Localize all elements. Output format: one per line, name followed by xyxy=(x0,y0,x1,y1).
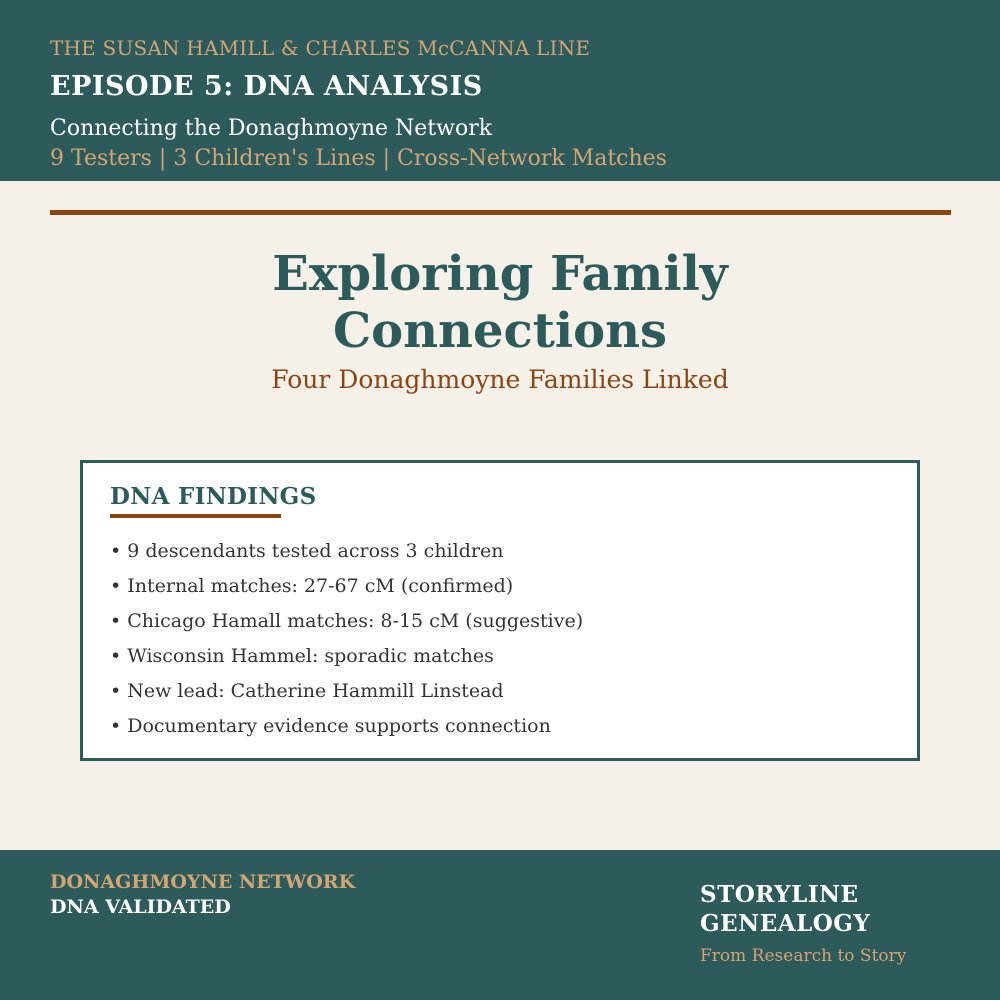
header-banner xyxy=(0,0,1000,181)
dna-findings-box xyxy=(80,460,920,761)
divider-rule xyxy=(50,210,951,215)
episode-subtitle: Connecting the Donaghmoyne Network xyxy=(50,116,493,141)
main-subtitle: Four Donaghmoyne Families Linked xyxy=(271,365,729,394)
brand-name-line2: GENEALOGY xyxy=(700,910,871,937)
brand-name-line1: STORYLINE xyxy=(700,881,859,908)
main-title xyxy=(0,246,1000,360)
findings-title-underline xyxy=(110,514,281,518)
footer-banner xyxy=(0,850,1000,1000)
finding-item: • New lead: Catherine Hammill Linstead xyxy=(110,680,504,702)
brand-tagline: From Research to Story xyxy=(700,946,907,966)
main-title-line2: Connections xyxy=(332,303,668,359)
findings-list xyxy=(110,539,583,749)
finding-item: • Internal matches: 27-67 cM (confirmed) xyxy=(110,575,514,597)
finding-item: • Documentary evidence supports connection xyxy=(110,715,551,737)
series-title: THE SUSAN HAMILL & CHARLES McCANNA LINE xyxy=(50,36,591,60)
footer-validated-label: DNA VALIDATED xyxy=(50,896,231,918)
finding-item: • Wisconsin Hammel: sporadic matches xyxy=(110,645,494,667)
finding-item: • Chicago Hamall matches: 8-15 cM (suggestive) xyxy=(110,610,584,632)
footer-network-label: DONAGHMOYNE NETWORK xyxy=(50,871,356,893)
episode-title: EPISODE 5: DNA ANALYSIS xyxy=(50,71,483,102)
episode-stats: 9 Testers | 3 Children's Lines | Cross-Network Matches xyxy=(50,146,667,171)
main-title-line1: Exploring Family xyxy=(272,246,728,302)
finding-item: • 9 descendants tested across 3 children xyxy=(110,540,504,562)
findings-title: DNA FINDINGS xyxy=(110,483,317,510)
